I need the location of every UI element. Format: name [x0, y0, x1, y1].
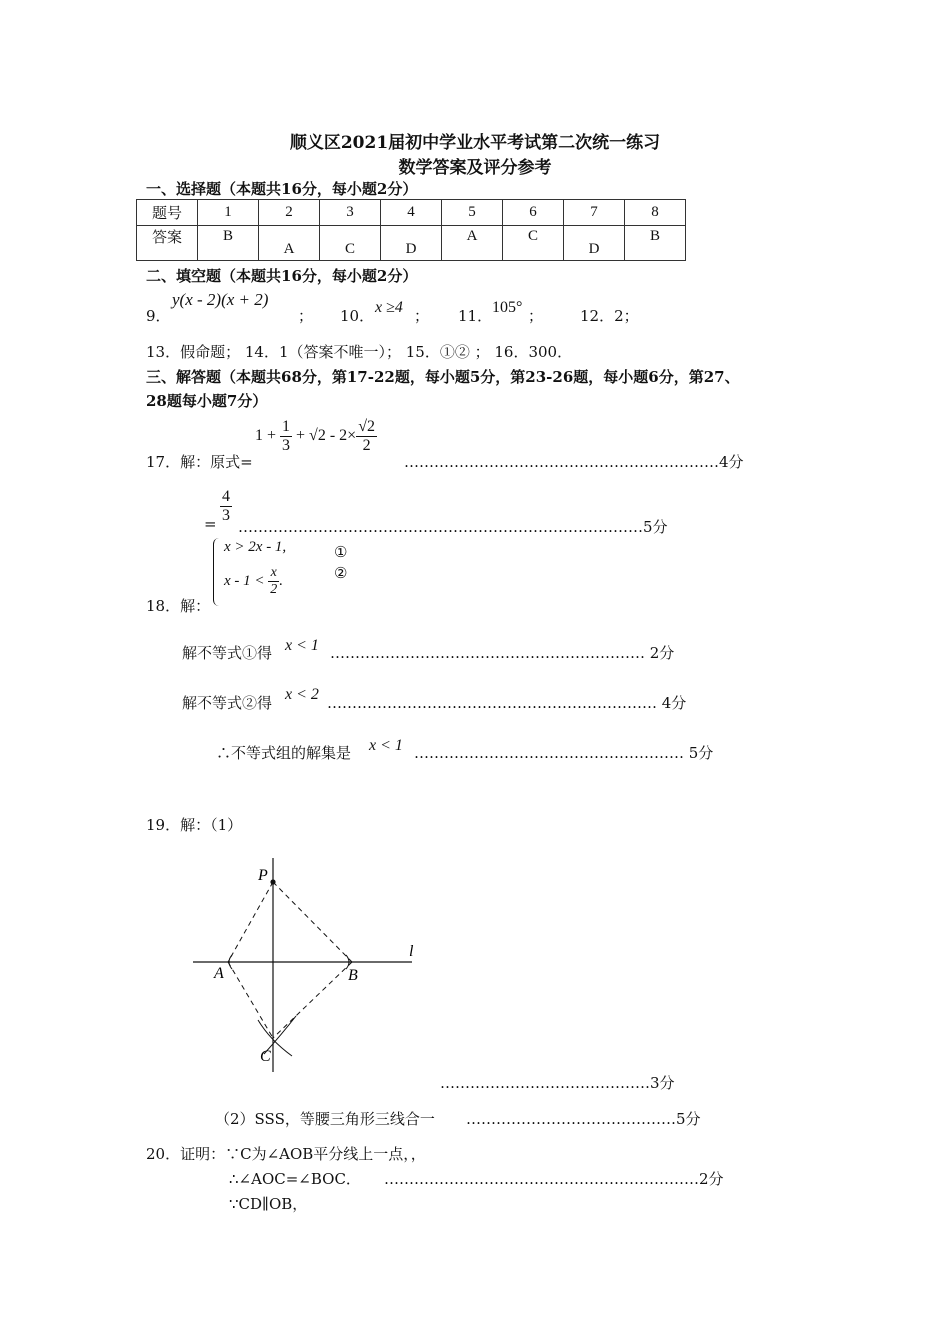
q18-inequality-2: x - 1 < $\frac{x}{2}$ . — [224, 565, 284, 597]
label-P: P — [258, 867, 268, 884]
q17-result: $\frac{4}{3}$ — [222, 488, 230, 524]
title-line-2: 数学答案及评分参考 — [398, 158, 552, 178]
q18-step-2: 解不等式②得 — [182, 694, 273, 712]
q12-text: 12．2； — [580, 307, 639, 325]
table-header-answer: 答案 — [137, 226, 198, 261]
q19-dots-3: ……………………………………3分 — [440, 1074, 675, 1092]
label-B: B — [348, 967, 358, 984]
table-answer-cell: B — [198, 226, 259, 261]
section-solve-heading-2: 28题每小题7分） — [146, 392, 268, 410]
q18-inequality-1: x > 2x - 1, — [224, 539, 287, 555]
title-line-1: 顺义区2021届初中学业水平考试第二次统一练习 — [289, 133, 661, 153]
segment-BC — [273, 962, 352, 1038]
q18-step-1: 解不等式①得 — [182, 644, 273, 662]
q18-step-2-math: x < 2 — [285, 686, 319, 703]
q9-answer: y(x - 2)(x + 2) — [172, 290, 269, 309]
table-header-number: 题号 — [137, 200, 198, 226]
q17-expression: 1 + $\frac{1}{3}$ + √2 - 2× $\frac{√2}{2}$ — [255, 418, 375, 454]
table-number-cell: 5 — [442, 200, 503, 226]
q18-step-1-dots: ……………………………………………………… 2分 — [330, 644, 675, 662]
table-number-cell: 1 — [198, 200, 259, 226]
q20-line-1: 20．证明：∵C为∠AOB平分线上一点，， — [146, 1145, 426, 1163]
q18-label: 18．解： — [146, 597, 211, 615]
q10-label: 10． — [340, 307, 375, 325]
table-answer-cell: A — [259, 226, 320, 261]
table-answer-cell: C — [503, 226, 564, 261]
segment-PB — [273, 882, 352, 962]
q18-step-3: ∴不等式组的解集是 — [216, 744, 352, 762]
q11-label: 11． — [458, 307, 493, 325]
label-A: A — [214, 965, 224, 982]
section-choice-heading: 一、选择题（本题共16分，每小题2分） — [146, 180, 418, 198]
q20-line-2: ∴∠AOC=∠BOC． — [229, 1170, 361, 1188]
point-P — [270, 879, 275, 884]
q19-part-2: （2）SSS，等腰三角形三线合一 — [215, 1110, 435, 1128]
q11-end: ； — [528, 307, 544, 325]
q18-step-3-math: x < 1 — [369, 737, 403, 754]
segment-AC — [228, 962, 273, 1038]
q11-answer: 105° — [492, 299, 523, 316]
table-number-cell: 3 — [320, 200, 381, 226]
q18-step-2-dots: ………………………………………………………… 4分 — [327, 694, 687, 712]
table-number-cell: 8 — [625, 200, 686, 226]
q19-dots-5: ……………………………………5分 — [466, 1110, 701, 1128]
q18-step-3-dots: ……………………………………………… 5分 — [414, 744, 714, 762]
q20-line-3: ∵CD∥OB， — [229, 1195, 308, 1213]
q18-mark-2: ② — [334, 564, 348, 582]
table-answer-cell: A — [442, 226, 503, 261]
table-answer-cell: D — [381, 226, 442, 261]
q17-label: 17．解：原式= — [146, 453, 253, 471]
q10-end: ； — [414, 307, 430, 325]
table-answer-cell: B — [625, 226, 686, 261]
label-l: l — [409, 943, 414, 960]
q10-answer: x ≥4 — [375, 299, 403, 316]
label-C: C — [260, 1048, 271, 1065]
table-number-cell: 7 — [564, 200, 625, 226]
q20-line-2-dots: ………………………………………………………2分 — [384, 1170, 724, 1188]
table-number-cell: 4 — [381, 200, 442, 226]
table-number-cell: 2 — [259, 200, 320, 226]
q19-label: 19．解：（1） — [146, 816, 243, 834]
q18-mark-1: ① — [334, 543, 348, 561]
table-number-cell: 6 — [503, 200, 564, 226]
q17-dots-5: ………………………………………………………………………5分 — [238, 518, 668, 536]
q17-dots-4: ………………………………………………………4分 — [404, 453, 744, 471]
segment-PA — [228, 882, 273, 962]
table-answer-cell: C — [320, 226, 381, 261]
q18-step-1-math: x < 1 — [285, 637, 319, 654]
q9-label: 9． — [146, 307, 171, 325]
q9-end: ； — [298, 307, 314, 325]
table-answer-cell: D — [564, 226, 625, 261]
section-fill-heading: 二、填空题（本题共16分，每小题2分） — [146, 267, 418, 285]
q17-equals: = — [204, 515, 217, 533]
fill-line-13-16: 13．假命题； 14．1（答案不唯一）； 15．①② ； 16．300． — [146, 343, 573, 361]
section-solve-heading-1: 三、解答题（本题共68分，第17-22题，每小题5分，第23-26题，每小题6分，第27、 — [146, 368, 740, 386]
